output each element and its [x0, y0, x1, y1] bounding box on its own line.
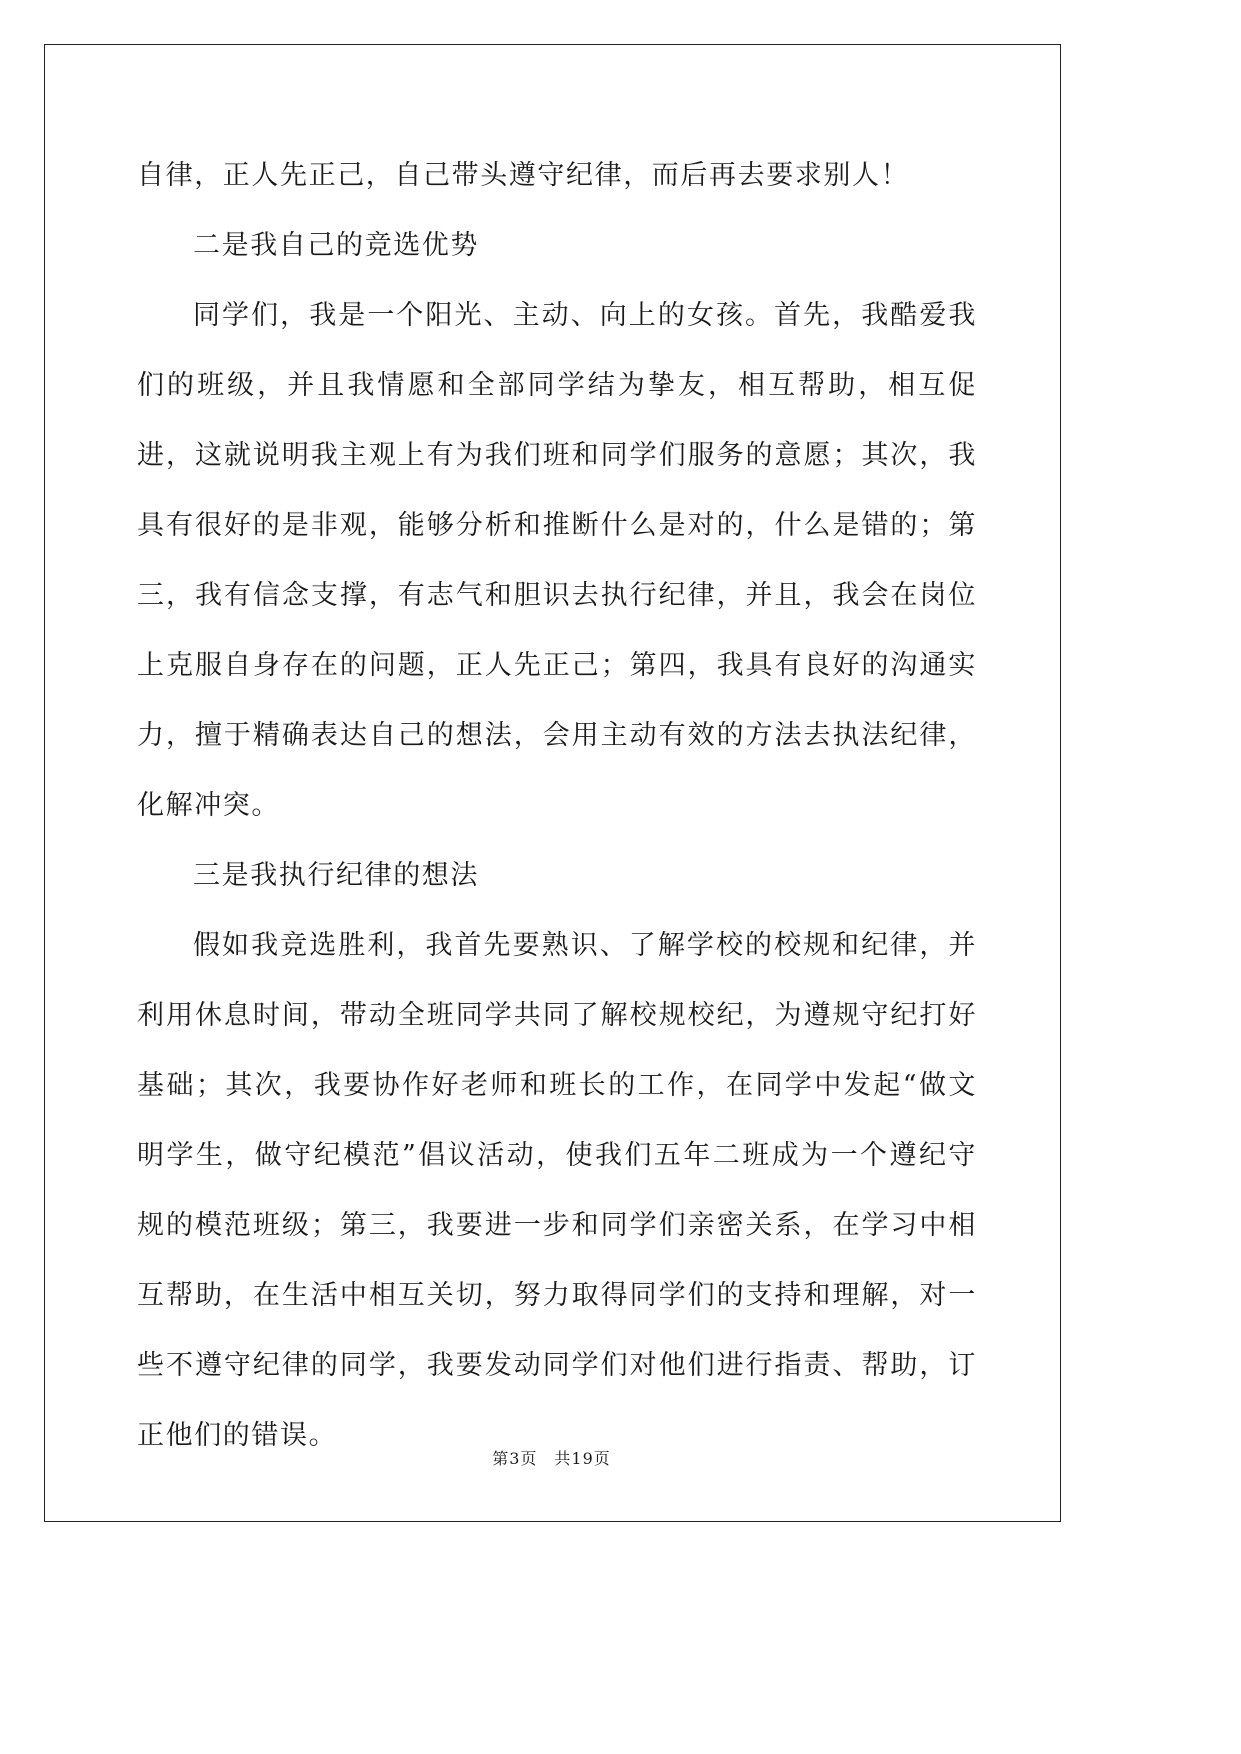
- page-number: 第3页 共19页: [492, 1449, 611, 1468]
- paragraph-plans: 假如我竞选胜利，我首先要熟识、了解学校的校规和纪律，并利用休息时间，带动全班同学共同了解校规校纪，为遵规守纪打好基础；其次，我要协作好老师和班长的工作，在同学中发起“做文明学生，做守纪模范”倡议活动，使我们五年二班成为一个遵纪守规的模范班级；第三，我要进一步和同学们亲密关系，在学习中相互帮助，在生活中相互关切，努力取得同学们的支持和理解，对一些不遵守纪律的同学，我要发动同学们对他们进行指责、帮助，订正他们的错误。: [137, 930, 977, 1451]
- section-heading-competitive-advantage: 二是我自己的竞选优势: [193, 230, 479, 261]
- document-body: [137, 141, 977, 1471]
- section-heading-discipline-ideas: 三是我执行纪律的想法: [193, 860, 479, 891]
- paragraph-continuation: 自律，正人先正己，自己带头遵守纪律，而后再去要求别人！: [137, 160, 910, 191]
- paragraph-advantages: 同学们，我是一个阳光、主动、向上的女孩。首先，我酷爱我们的班级，并且我情愿和全部同学结为挚友，相互帮助，相互促进，这就说明我主观上有为我们班和同学们服务的意愿；其次，我具有很好的是非观，能够分析和推断什么是对的，什么是错的；第三，我有信念支撑，有志气和胆识去执行纪律，并且，我会在岗位上克服自身存在的问题，正人先正己；第四，我具有良好的沟通实力，擅于精确表达自己的想法，会用主动有效的方法去执法纪律，化解冲突。: [137, 300, 977, 821]
